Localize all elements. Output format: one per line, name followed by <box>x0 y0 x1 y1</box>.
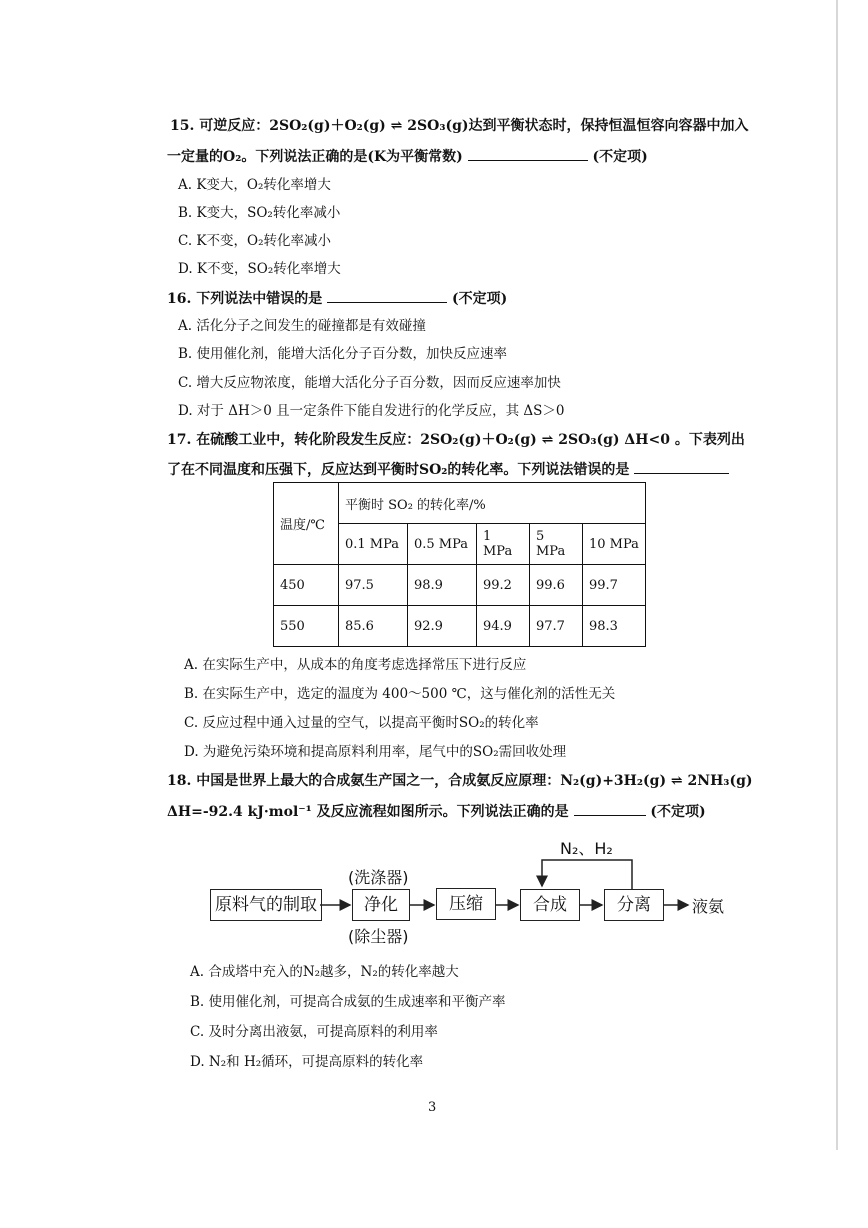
table-row <box>274 606 646 647</box>
q16-tail: (不定项) <box>451 291 508 307</box>
box-purify: 净化 <box>352 889 410 921</box>
q15-answer-blank[interactable] <box>468 146 588 161</box>
page-edge <box>836 0 838 1150</box>
table-cell-temp: 550 <box>274 606 339 647</box>
table-header-pressure: 10 MPa <box>583 524 646 565</box>
q16-stem <box>167 288 507 308</box>
table-cell: 92.9 <box>408 606 477 647</box>
q15-option-a: A. K变大，O₂转化率增大 <box>178 177 331 193</box>
table-cell-temp: 450 <box>274 565 339 606</box>
table-cell: 98.9 <box>408 565 477 606</box>
q18-option-b: B. 使用催化剂，可提高合成氨的生成速率和平衡产率 <box>190 994 506 1010</box>
q17-stem-text: 了在不同温度和压强下，反应达到平衡时SO₂的转化率。下列说法错误的是 <box>167 462 630 478</box>
table-row <box>274 565 646 606</box>
q15-stem-text: 一定量的O₂。下列说法正确的是(K为平衡常数) <box>167 149 463 165</box>
q18-tail: (不定项) <box>650 804 706 820</box>
table-cell: 99.6 <box>530 565 583 606</box>
table-header-pressure: 0.5 MPa <box>408 524 477 565</box>
q18-stem-line1: 18. 中国是世界上最大的合成氨生产国之一，合成氨反应原理：N₂(g)+3H₂(g) ⇌ 2NH₃(g) <box>167 773 753 789</box>
table-cell: 99.2 <box>477 565 530 606</box>
label-dust-collector: (除尘器) <box>348 927 409 946</box>
table-header-pressure: 5 MPa <box>530 524 583 565</box>
table-cell: 97.7 <box>530 606 583 647</box>
table-cell: 99.7 <box>583 565 646 606</box>
table-cell: 97.5 <box>339 565 408 606</box>
q16-answer-blank[interactable] <box>327 288 447 303</box>
box-separate: 分离 <box>604 889 664 921</box>
q18-answer-blank[interactable] <box>574 801 646 816</box>
q15-tail: (不定项) <box>592 149 648 165</box>
recycle-arrow <box>542 860 632 889</box>
conversion-table <box>273 482 646 647</box>
recycle-label: N₂、H₂ <box>560 839 613 858</box>
q17-stem-line2 <box>167 459 729 479</box>
q15-option-b: B. K变大，SO₂转化率减小 <box>178 205 341 221</box>
q16-option-a: A. 活化分子之间发生的碰撞都是有效碰撞 <box>178 318 426 334</box>
q15-stem-line2 <box>167 146 648 166</box>
q17-stem-line1: 17. 在硫酸工业中，转化阶段发生反应：2SO₂(g)＋O₂(g) ⇌ 2SO₃(g) ΔH<0 。下表列出 <box>167 432 745 448</box>
page-number: 3 <box>428 1100 437 1115</box>
q18-option-d: D. N₂和 H₂循环，可提高原料的转化率 <box>190 1054 424 1070</box>
table-cell: 98.3 <box>583 606 646 647</box>
q18-stem-line2 <box>167 801 706 821</box>
table-cell: 94.9 <box>477 606 530 647</box>
box-synthesis: 合成 <box>520 889 580 921</box>
q18-stem-text: ΔH=-92.4 kJ·mol⁻¹ 及反应流程如图所示。下列说法正确的是 <box>167 804 569 820</box>
ammonia-flow-diagram <box>200 836 760 956</box>
q15-option-d: D. K不变，SO₂转化率增大 <box>178 261 341 277</box>
table-header-pressure: 1 MPa <box>477 524 530 565</box>
q17-option-c: C. 反应过程中通入过量的空气，以提高平衡时SO₂的转化率 <box>184 715 539 731</box>
q15-option-c: C. K不变，O₂转化率减小 <box>178 233 331 249</box>
q16-option-b: B. 使用催化剂，能增大活化分子百分数，加快反应速率 <box>178 346 508 362</box>
q16-option-d: D. 对于 ΔH＞0 且一定条件下能自发进行的化学反应，其 ΔS＞0 <box>178 403 565 419</box>
table-cell: 85.6 <box>339 606 408 647</box>
table-header-pressure: 0.1 MPa <box>339 524 408 565</box>
label-liquid-ammonia: 液氨 <box>692 897 725 916</box>
q16-option-c: C. 增大反应物浓度，能增大活化分子百分数，因而反应速率加快 <box>178 375 561 391</box>
label-scrubber: (洗涤器) <box>348 868 409 887</box>
q17-option-a: A. 在实际生产中，从成本的角度考虑选择常压下进行反应 <box>184 657 527 673</box>
box-compress: 压缩 <box>436 888 496 920</box>
q17-option-b: B. 在实际生产中，选定的温度为 400～500 ℃，这与催化剂的活性无关 <box>184 686 616 702</box>
table-header-group: 平衡时 SO₂ 的转化率/% <box>339 483 646 524</box>
table-header-temp: 温度/℃ <box>274 483 339 565</box>
box-feed-gas: 原料气的制取 <box>210 889 322 921</box>
q17-answer-blank[interactable] <box>634 459 729 474</box>
q15-stem-line1: 15. 可逆反应：2SO₂(g)＋O₂(g) ⇌ 2SO₃(g)达到平衡状态时，保持恒温恒容向容器中加入 <box>170 118 749 134</box>
q16-stem-text: 16. 下列说法中错误的是 <box>167 291 323 307</box>
q18-option-c: C. 及时分离出液氨，可提高原料的利用率 <box>190 1024 438 1040</box>
q18-option-a: A. 合成塔中充入的N₂越多，N₂的转化率越大 <box>190 964 459 980</box>
q17-option-d: D. 为避免污染环境和提高原料利用率，尾气中的SO₂需回收处理 <box>184 744 567 760</box>
